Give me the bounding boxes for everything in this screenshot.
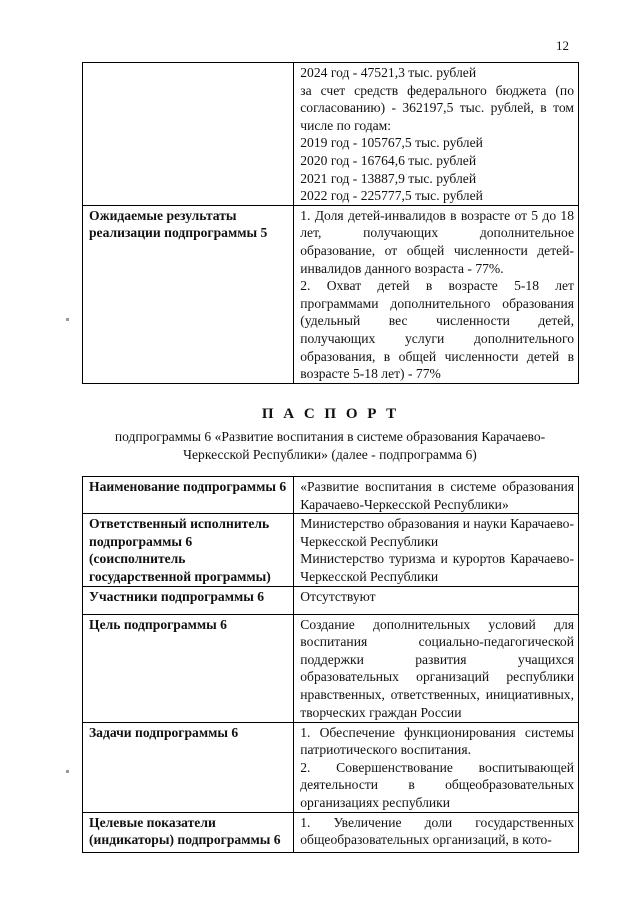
row-label: Ответственный исполнитель подпрограммы 6 (соисполнитель государственной программы) [83,514,294,586]
row-label: Участники подпрограммы 6 [83,586,294,614]
scan-mark [66,770,69,773]
funding-line: 2019 год - 105767,5 тыс. рублей [300,135,483,151]
funding-line: 2024 год - 47521,3 тыс. рублей [300,65,477,80]
row-value [294,477,579,514]
table-row [83,586,579,614]
row-value-line: Министерство образования и науки Карачаево-Черкесской Республики [300,516,574,549]
table-row [83,812,579,852]
row-value [294,614,579,722]
row-value-line: Создание дополнительных условий для воспитания социально-педагогической поддержки развития учащихся образовательных организаций республики нравственных, ответственных, инициативных, творческих граждан России [300,616,574,720]
results-item: 2. Охват детей в возрасте 5-18 лет программами дополнительного образования (удельный вес численности детей, получающих услуги дополнительного образования, в общей численности детей в возрасте 5-18 лет) - 77% [300,278,574,382]
page-number: 12 [556,38,569,53]
row-label: Наименование подпрограммы 6 [83,477,294,514]
results-row [83,205,579,383]
row-value-line: 2. Совершенствование воспитывающей деятельности в общеобразовательных организациях республики [300,759,574,810]
row-label: Задачи подпрограммы 6 [83,722,294,812]
table-row [83,514,579,586]
table-row [83,722,579,812]
row-value-line: Отсутствуют [300,588,376,604]
results-label: Ожидаемые результаты реализации подпрограммы 5 [83,205,294,383]
results-item: 1. Доля детей-инвалидов в возрасте от 5 до 18 лет, получающих дополнительное образование, от общей численности детей-инвалидов данного возраста - 77%. [300,207,574,276]
row-label: Цель подпрограммы 6 [83,614,294,722]
funding-line: за счет средств федерального бюджета (по согласованию) - 362197,5 тыс. рублей, в том числе по годам: [300,82,574,133]
row-value-line: 1. Увеличение доли государственных общеобразовательных организаций, в кото- [300,814,574,848]
row-value-line: 1. Обеспечение функционирования системы патриотического воспитания. [300,724,574,758]
funding-line: 2022 год - 225777,5 тыс. рублей [300,188,483,204]
passport-table [82,476,579,853]
passport-subtitle: подпрограммы 6 «Развитие воспитания в системе образования Карачаево-Черкесской Республики» (далее - подпрограмма 6) [114,429,546,462]
scan-mark [66,318,69,321]
passport-heading: П А С П О Р Т [261,406,400,422]
funding-line: 2020 год - 16764,6 тыс. рублей [300,152,477,168]
table-row [83,477,579,514]
funding-results-table [82,62,579,384]
funding-value-cell [294,63,579,206]
row-value [294,586,579,614]
funding-line: 2021 год - 13887,9 тыс. рублей [300,170,477,186]
table-row [83,614,579,722]
row-value [294,514,579,586]
funding-label-cell [83,63,294,206]
row-label: Целевые показатели (индикаторы) подпрограммы 6 [83,812,294,852]
funding-row [83,63,579,206]
row-value-line: «Развитие воспитания в системе образования Карачаево-Черкесской Республики» [300,479,574,512]
row-value [294,722,579,812]
results-value-cell [294,205,579,383]
row-value [294,812,579,852]
row-value-line: Министерство туризма и курортов Карачаево-Черкесской Республики [300,551,574,584]
